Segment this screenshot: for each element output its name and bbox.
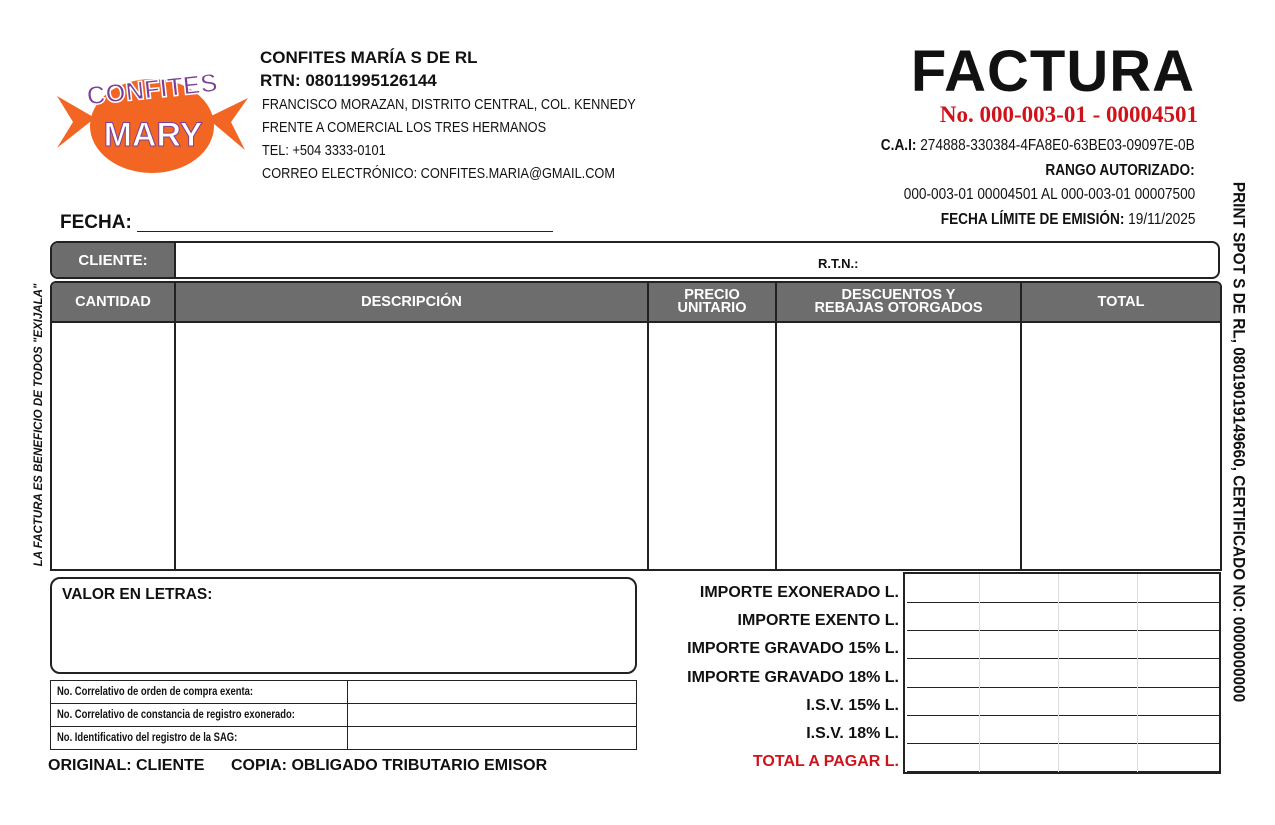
fecha-label: FECHA: <box>60 212 132 233</box>
rango-label: RANGO AUTORIZADO: <box>1045 162 1195 179</box>
company-logo <box>55 58 250 178</box>
field-tick <box>1137 574 1138 772</box>
items-table <box>50 281 1222 571</box>
field-tick <box>1058 574 1059 772</box>
correlativo-value-field[interactable] <box>348 704 637 727</box>
fecha-limite-line <box>940 211 1195 229</box>
header-divider <box>52 321 1220 323</box>
importe-gravado-18-label: IMPORTE GRAVADO 18% L. <box>687 669 899 686</box>
importe-exento-label: IMPORTE EXENTO L. <box>737 612 899 629</box>
cliente-field[interactable] <box>50 241 1220 279</box>
rtn-label: R.T.N.: <box>818 256 859 271</box>
cai-value: 274888-330384-4FA8E0-63BE03-09097E-0B <box>920 137 1195 154</box>
valor-en-letras-label: VALOR EN LETRAS: <box>62 586 213 603</box>
table-row <box>51 704 637 727</box>
cliente-label: CLIENTE: <box>52 243 176 277</box>
company-name: CONFITES MARÍA S DE RL <box>260 48 478 67</box>
correlativos-table <box>50 680 637 750</box>
totals-box <box>903 572 1221 774</box>
field-tick <box>979 574 980 772</box>
column-divider <box>775 283 777 569</box>
company-email: CORREO ELECTRÓNICO: CONFITES.MARIA@GMAIL.COM <box>262 165 615 182</box>
total-a-pagar-label: TOTAL A PAGAR L. <box>752 753 899 770</box>
company-address-line: FRENTE A COMERCIAL LOS TRES HERMANOS <box>262 119 547 136</box>
column-header-precio-unitario: PRECIO UNITARIO <box>677 287 747 316</box>
footer-original: ORIGINAL: CLIENTE <box>48 757 205 774</box>
table-row <box>51 727 637 750</box>
company-rtn: RTN: 08011995126144 <box>260 71 437 90</box>
importe-exonerado-field[interactable] <box>907 602 1219 603</box>
column-divider <box>647 283 649 569</box>
fecha-input-line[interactable] <box>137 231 553 232</box>
correlativo-label: No. Correlativo de constancia de registro exonerado: <box>51 704 348 727</box>
column-header-total: TOTAL <box>1097 293 1145 310</box>
importe-exonerado-label: IMPORTE EXONERADO L. <box>699 584 899 601</box>
column-header-descripcion: DESCRIPCIÓN <box>361 293 462 310</box>
correlativo-label: No. Correlativo de orden de compra exenta: <box>51 681 348 704</box>
footer-copia: COPIA: OBLIGADO TRIBUTARIO EMISOR <box>231 757 548 774</box>
correlativo-label: No. Identificativo del registro de la SAG: <box>51 727 348 750</box>
importe-gravado-15-field[interactable] <box>907 658 1219 659</box>
importe-gravado-18-field[interactable] <box>907 687 1219 688</box>
logo-text-top: CONFITES <box>85 67 220 111</box>
fecha-limite-value: 19/11/2025 <box>1127 211 1195 228</box>
invoice-number: No. 000-003-01 - 00004501 <box>939 102 1198 127</box>
correlativo-value-field[interactable] <box>348 681 637 704</box>
isv-18-field[interactable] <box>907 743 1219 744</box>
fecha-limite-label: FECHA LÍMITE DE EMISIÓN: <box>940 211 1124 228</box>
isv-15-label: I.S.V. 15% L. <box>806 697 899 714</box>
valor-en-letras-field[interactable] <box>50 577 637 674</box>
cai-label: C.A.I: <box>881 137 917 154</box>
isv-15-field[interactable] <box>907 715 1219 716</box>
column-divider <box>1020 283 1022 569</box>
importe-exento-field[interactable] <box>907 630 1219 631</box>
total-a-pagar-field[interactable] <box>907 771 1219 772</box>
logo-text-main: MARY <box>103 116 203 154</box>
isv-18-label: I.S.V. 18% L. <box>806 725 899 742</box>
company-address-line: FRANCISCO MORAZAN, DISTRITO CENTRAL, COL. KENNEDY <box>262 96 636 113</box>
column-header-descuentos: DESCUENTOS Y REBAJAS OTORGADOS <box>814 287 983 316</box>
invoice-title: FACTURA <box>910 39 1195 104</box>
column-divider <box>174 283 176 569</box>
right-vertical-printer-info: PRINT SPOT S DE RL, 08019019149660, CERTIFICADO NO: 0000000000 <box>1229 181 1248 703</box>
cai-line <box>881 137 1195 155</box>
column-header-cantidad: CANTIDAD <box>75 293 151 310</box>
rango-value: 000-003-01 00004501 AL 000-003-01 00007500 <box>903 186 1195 203</box>
importe-gravado-15-label: IMPORTE GRAVADO 15% L. <box>687 640 899 657</box>
left-vertical-slogan: LA FACTURA ES BENEFICIO DE TODOS "EXIJALA" <box>33 283 45 567</box>
correlativo-value-field[interactable] <box>348 727 637 750</box>
company-phone: TEL: +504 3333-0101 <box>262 142 386 159</box>
table-row <box>51 681 637 704</box>
